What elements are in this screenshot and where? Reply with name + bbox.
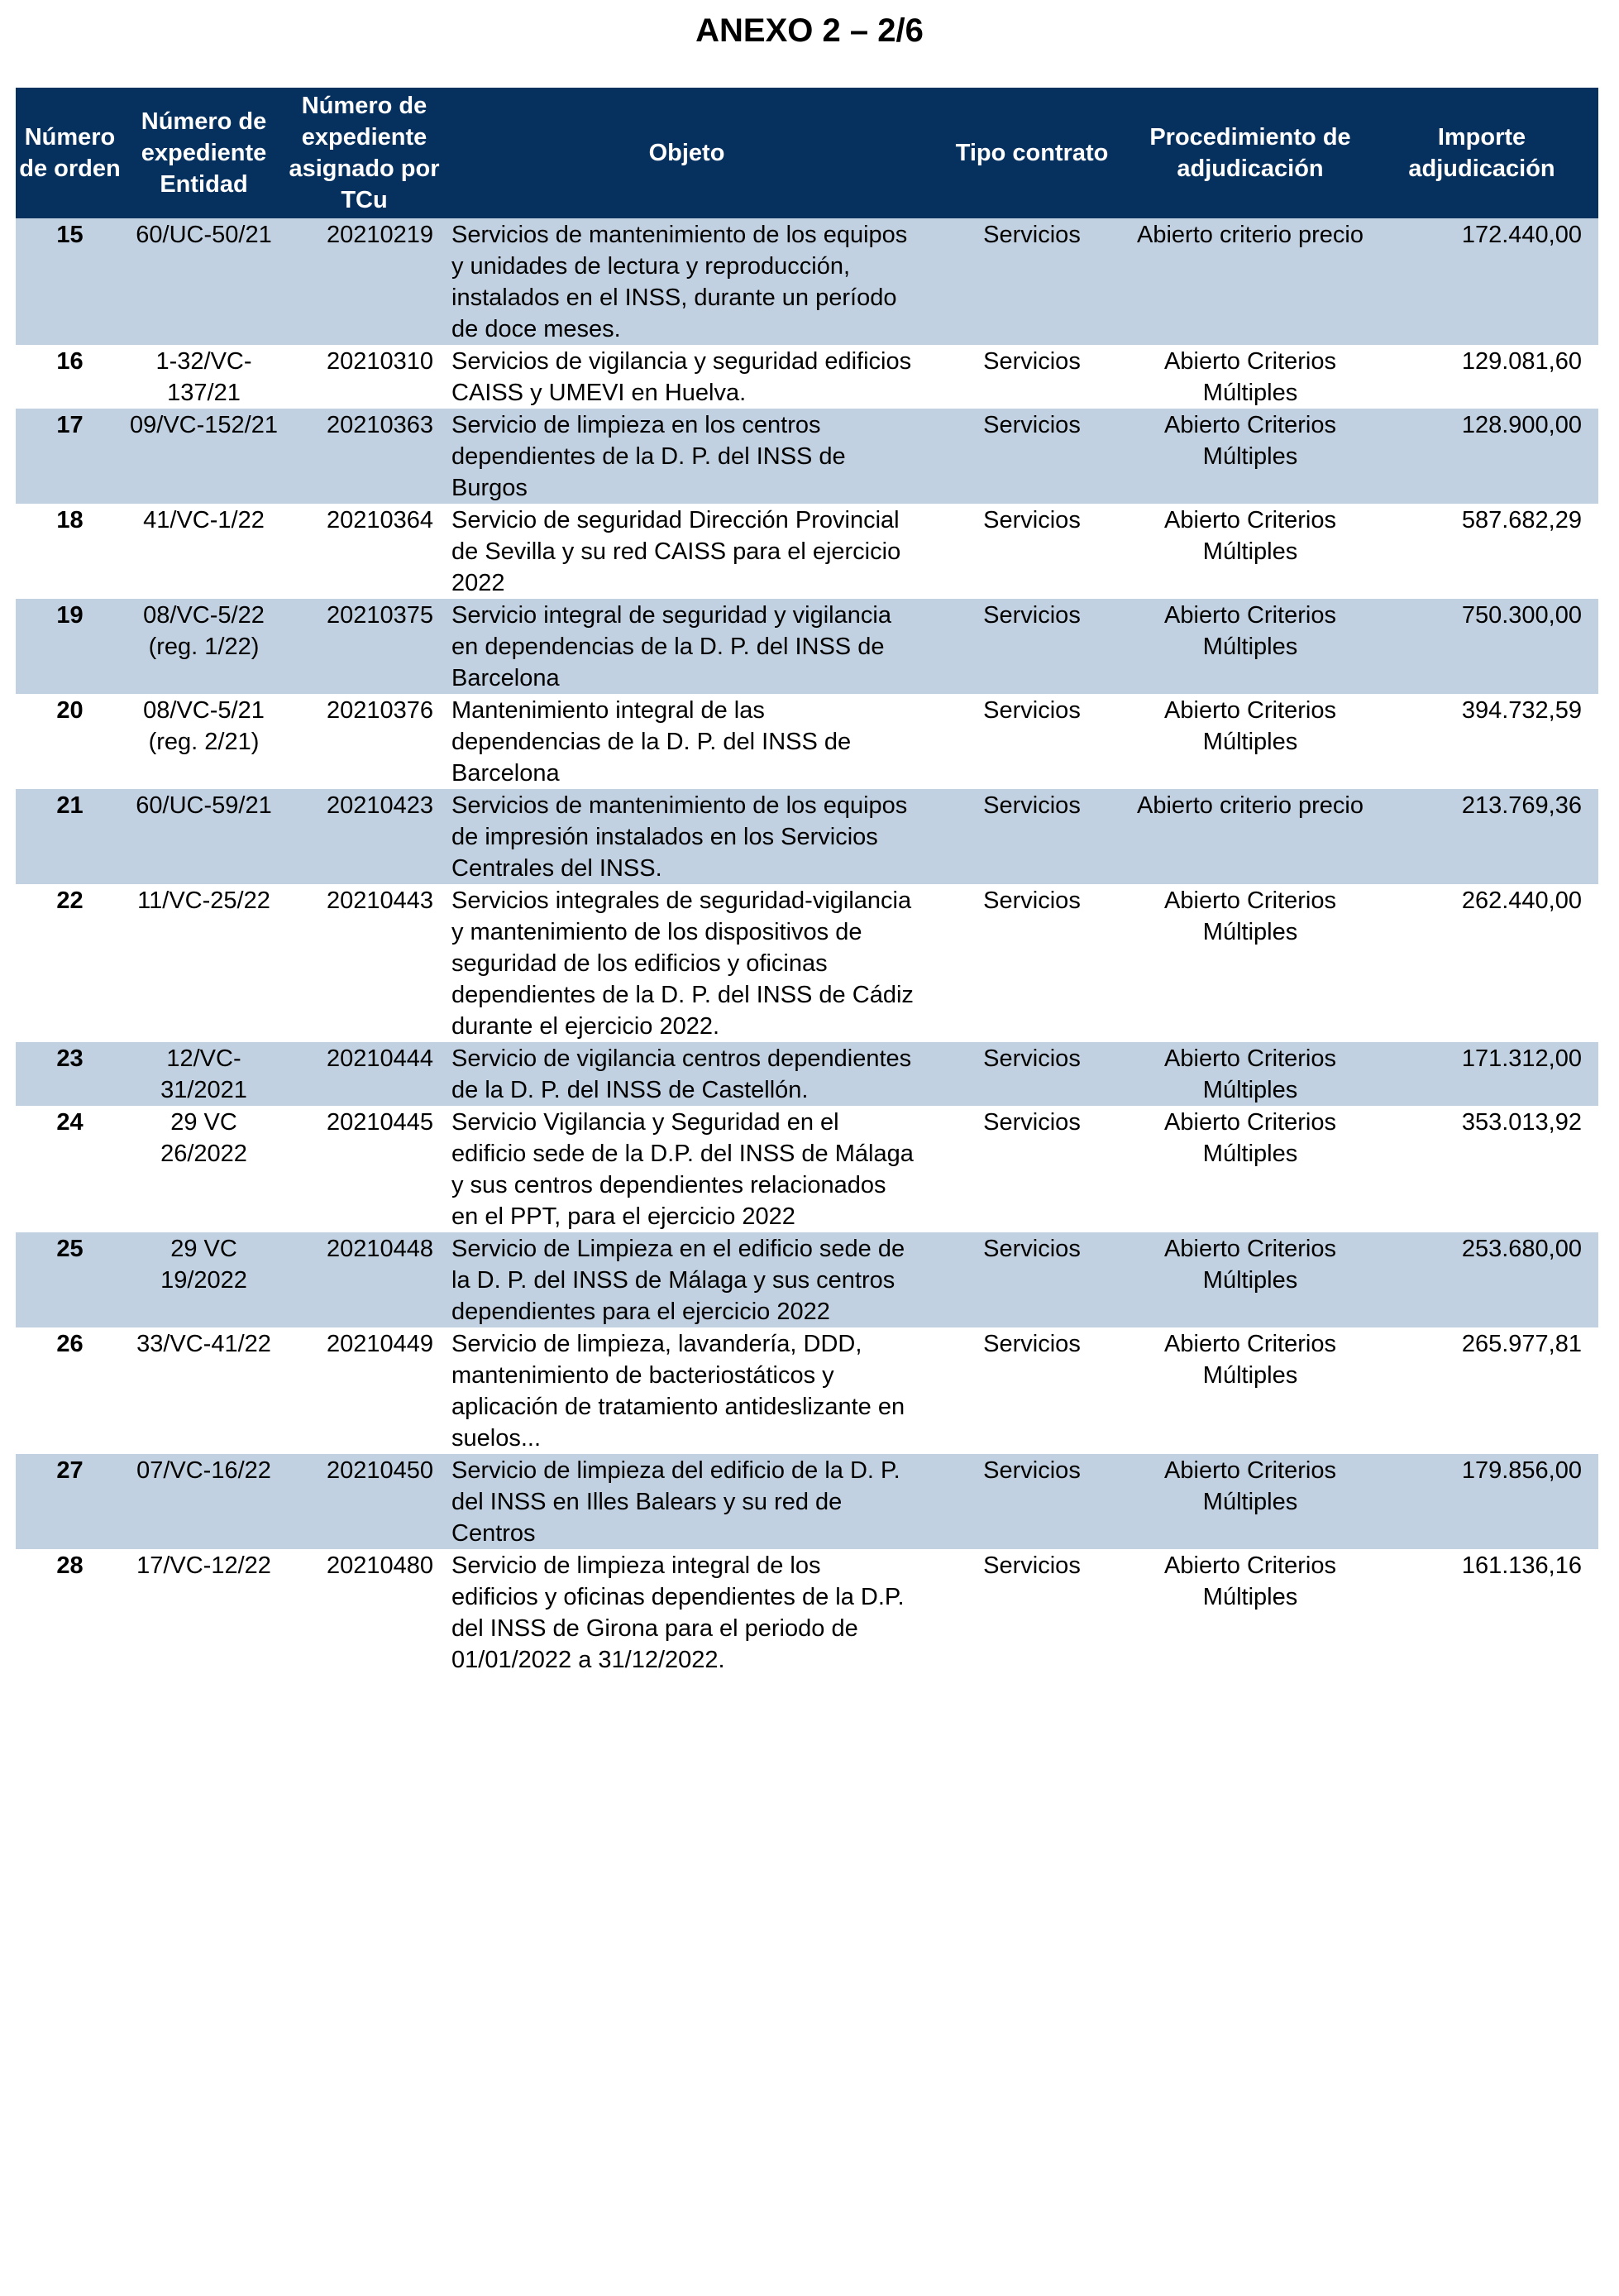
expediente-text: 11/VC-25/22	[137, 887, 270, 914]
cell-orden: 18	[56, 507, 84, 533]
cell-expediente-entidad	[124, 1549, 284, 1676]
cell-procedimiento: Abierto Criterios Múltiples	[1135, 1454, 1365, 1549]
cell-importe: 262.440,00	[1461, 887, 1582, 914]
cell-expediente-tcu: 20210444	[284, 1042, 445, 1106]
cell-importe: 587.682,29	[1461, 507, 1582, 533]
cell-importe: 750.300,00	[1365, 599, 1598, 694]
table-row	[16, 218, 1598, 345]
cell-procedimiento: Abierto Criterios Múltiples	[1135, 1042, 1365, 1106]
cell-importe: 172.440,00	[1365, 218, 1598, 345]
header-expediente-tcu: Número de expediente asignado por TCu	[284, 88, 445, 218]
cell-objeto: Servicios de mantenimiento de los equipos de impresión instalados en los Servicios Centrales del INSS.	[445, 789, 929, 884]
cell-orden: 25	[16, 1232, 124, 1327]
cell-expediente-entidad	[124, 1454, 284, 1549]
expediente-text: 60/UC-59/21	[136, 792, 272, 819]
expediente-text: 41/VC-1/22	[143, 507, 265, 533]
cell-expediente-tcu: 20210375	[284, 599, 445, 694]
table-row	[16, 1454, 1598, 1549]
cell-procedimiento: Abierto Criterios Múltiples	[1164, 348, 1336, 406]
cell-expediente-tcu: 20210364	[327, 507, 434, 533]
table-row	[16, 884, 1598, 1042]
cell-tipo-contrato: Servicios	[929, 1232, 1135, 1327]
expediente-text: 33/VC-41/22	[136, 1331, 271, 1357]
expediente-text: 1-32/VC-137/21	[155, 348, 252, 406]
cell-objeto: Servicio Vigilancia y Seguridad en el edificio sede de la D.P. del INSS de Málaga y sus centros dependientes relacionados en el PPT, para el ejercicio 2022	[451, 1109, 914, 1230]
cell-orden: 28	[56, 1552, 84, 1579]
cell-objeto: Servicio de seguridad Dirección Provincial de Sevilla y su red CAISS para el ejercicio 2022	[451, 507, 901, 596]
cell-objeto: Servicio de limpieza del edificio de la D. P. del INSS en Illes Balears y su red de Centros	[445, 1454, 929, 1549]
cell-orden: 26	[56, 1331, 84, 1357]
cell-orden: 17	[16, 409, 124, 504]
cell-expediente-tcu: 20210310	[327, 348, 434, 375]
cell-expediente-tcu: 20210423	[284, 789, 445, 884]
expediente-text: 07/VC-16/22	[136, 1457, 271, 1484]
table-row	[16, 1042, 1598, 1106]
cell-expediente-entidad	[124, 409, 284, 504]
expediente-text: 17/VC-12/22	[136, 1552, 271, 1579]
cell-tipo-contrato: Servicios	[929, 789, 1135, 884]
cell-importe: 265.977,81	[1461, 1331, 1582, 1357]
cell-tipo-contrato: Servicios	[983, 507, 1081, 533]
expediente-text: 29 VC 26/2022	[160, 1109, 247, 1167]
cell-tipo-contrato: Servicios	[929, 1454, 1135, 1549]
cell-expediente-entidad	[124, 1327, 284, 1454]
cell-procedimiento: Abierto Criterios Múltiples	[1164, 887, 1336, 945]
cell-procedimiento: Abierto Criterios Múltiples	[1135, 599, 1365, 694]
table-body	[16, 218, 1598, 1676]
cell-expediente-tcu: 20210480	[327, 1552, 434, 1579]
cell-objeto: Servicios de vigilancia y seguridad edificios CAISS y UMEVI en Huelva.	[451, 348, 912, 406]
table-row	[16, 1232, 1598, 1327]
cell-procedimiento: Abierto criterio precio	[1135, 218, 1365, 345]
cell-importe: 161.136,16	[1461, 1552, 1582, 1579]
cell-expediente-entidad	[124, 218, 284, 345]
header-procedimiento: Procedimiento de adjudicación	[1135, 88, 1365, 218]
expediente-text: 60/UC-50/21	[136, 222, 272, 248]
cell-expediente-entidad	[124, 504, 284, 599]
cell-importe: 253.680,00	[1365, 1232, 1598, 1327]
table-row	[16, 409, 1598, 504]
cell-objeto: Servicio integral de seguridad y vigilancia en dependencias de la D. P. del INSS de Barcelona	[445, 599, 929, 694]
cell-tipo-contrato: Servicios	[929, 1042, 1135, 1106]
table-row	[16, 1327, 1598, 1454]
cell-tipo-contrato: Servicios	[983, 1331, 1081, 1357]
table-header-row	[16, 88, 1598, 218]
cell-tipo-contrato: Servicios	[983, 1552, 1081, 1579]
cell-objeto: Servicios de mantenimiento de los equipos y unidades de lectura y reproducción, instalados en el INSS, durante un período de doce meses.	[445, 218, 929, 345]
cell-objeto: Servicio de Limpieza en el edificio sede de la D. P. del INSS de Málaga y sus centros dependientes para el ejercicio 2022	[445, 1232, 929, 1327]
cell-objeto: Servicio de limpieza integral de los edificios y oficinas dependientes de la D.P. del INSS de Girona para el periodo de 01/01/2022 a 31/12/2022.	[451, 1552, 905, 1673]
cell-importe: 213.769,36	[1365, 789, 1598, 884]
cell-importe: 179.856,00	[1365, 1454, 1598, 1549]
cell-procedimiento: Abierto Criterios Múltiples	[1164, 1331, 1336, 1389]
cell-objeto: Servicio de limpieza en los centros dependientes de la D. P. del INSS de Burgos	[445, 409, 929, 504]
cell-procedimiento: Abierto Criterios Múltiples	[1164, 697, 1336, 755]
cell-objeto: Mantenimiento integral de las dependencias de la D. P. del INSS de Barcelona	[451, 697, 852, 787]
cell-expediente-entidad	[124, 884, 284, 1042]
header-orden: Número de orden	[16, 88, 124, 218]
header-importe: Importe adjudicación	[1365, 88, 1598, 218]
cell-expediente-entidad	[124, 789, 284, 884]
cell-expediente-tcu: 20210448	[284, 1232, 445, 1327]
cell-orden: 22	[56, 887, 84, 914]
cell-procedimiento: Abierto Criterios Múltiples	[1135, 409, 1365, 504]
table-row	[16, 789, 1598, 884]
cell-expediente-entidad	[124, 694, 284, 789]
expediente-text: 12/VC-31/2021	[160, 1045, 247, 1103]
cell-expediente-tcu: 20210219	[284, 218, 445, 345]
header-objeto: Objeto	[445, 88, 929, 218]
header-expediente-entidad: Número de expediente Entidad	[124, 88, 284, 218]
cell-expediente-entidad	[124, 1042, 284, 1106]
cell-expediente-tcu: 20210450	[284, 1454, 445, 1549]
cell-expediente-entidad	[124, 1106, 284, 1232]
cell-procedimiento: Abierto Criterios Múltiples	[1135, 1232, 1365, 1327]
cell-expediente-tcu: 20210449	[327, 1331, 434, 1357]
cell-objeto: Servicios integrales de seguridad-vigilancia y mantenimiento de los dispositivos de seguridad de los edificios y oficinas dependientes de la D. P. del INSS de Cádiz durante el ejercicio 2022.	[451, 887, 914, 1040]
cell-orden: 15	[16, 218, 124, 345]
cell-expediente-tcu: 20210363	[284, 409, 445, 504]
expediente-text: 08/VC-5/22 (reg. 1/22)	[143, 602, 265, 660]
cell-procedimiento: Abierto Criterios Múltiples	[1164, 1552, 1336, 1610]
cell-importe: 171.312,00	[1365, 1042, 1598, 1106]
cell-tipo-contrato: Servicios	[983, 348, 1081, 375]
table-row	[16, 599, 1598, 694]
cell-orden: 24	[56, 1109, 84, 1136]
cell-tipo-contrato: Servicios	[983, 697, 1081, 724]
cell-tipo-contrato: Servicios	[929, 218, 1135, 345]
cell-importe: 394.732,59	[1461, 697, 1582, 724]
cell-objeto: Servicio de limpieza, lavandería, DDD, mantenimiento de bacteriostáticos y aplicación de tratamiento antideslizante en suelos...	[451, 1331, 905, 1452]
table-row	[16, 694, 1598, 789]
cell-orden: 16	[56, 348, 84, 375]
expediente-text: 08/VC-5/21 (reg. 2/21)	[143, 697, 265, 755]
cell-orden: 19	[16, 599, 124, 694]
cell-expediente-tcu: 20210443	[327, 887, 434, 914]
expediente-text: 09/VC-152/21	[130, 412, 278, 438]
cell-expediente-tcu: 20210445	[327, 1109, 434, 1136]
cell-expediente-entidad	[124, 599, 284, 694]
cell-orden: 23	[16, 1042, 124, 1106]
cell-orden: 21	[16, 789, 124, 884]
table-row	[16, 1106, 1598, 1232]
cell-tipo-contrato: Servicios	[983, 1109, 1081, 1136]
header-tipo-contrato: Tipo contrato	[929, 88, 1135, 218]
cell-procedimiento: Abierto Criterios Múltiples	[1164, 507, 1336, 565]
cell-objeto: Servicio de vigilancia centros dependientes de la D. P. del INSS de Castellón.	[445, 1042, 929, 1106]
cell-tipo-contrato: Servicios	[983, 887, 1081, 914]
cell-expediente-tcu: 20210376	[327, 697, 434, 724]
table-row	[16, 504, 1598, 599]
cell-importe: 129.081,60	[1461, 348, 1582, 375]
cell-expediente-entidad	[124, 345, 284, 409]
cell-orden: 27	[16, 1454, 124, 1549]
cell-orden: 20	[56, 697, 84, 724]
cell-importe: 353.013,92	[1461, 1109, 1582, 1136]
cell-importe: 128.900,00	[1365, 409, 1598, 504]
cell-procedimiento: Abierto criterio precio	[1135, 789, 1365, 884]
cell-expediente-entidad	[124, 1232, 284, 1327]
contracts-table	[16, 88, 1598, 1676]
cell-tipo-contrato: Servicios	[929, 409, 1135, 504]
expediente-text: 29 VC 19/2022	[160, 1236, 247, 1294]
table-row	[16, 1549, 1598, 1676]
cell-procedimiento: Abierto Criterios Múltiples	[1164, 1109, 1336, 1167]
cell-tipo-contrato: Servicios	[929, 599, 1135, 694]
table-row	[16, 345, 1598, 409]
page-title: ANEXO 2 – 2/6	[695, 12, 924, 49]
